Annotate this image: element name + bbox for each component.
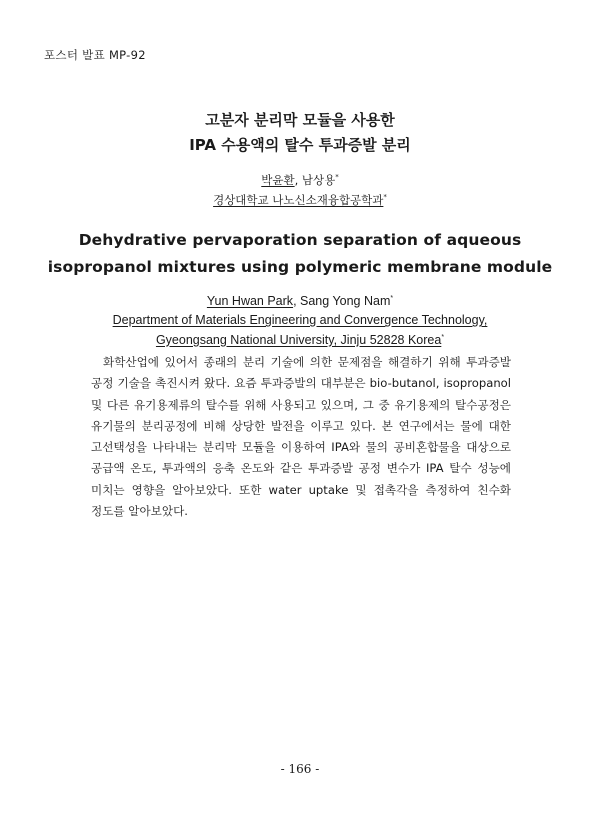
korean-presenter-name: 박윤환 <box>261 173 295 187</box>
english-affiliation-line-2: Gyeongsang National University, Jinju 52828 Korea <box>155 332 442 347</box>
english-author-separator: , <box>293 294 301 308</box>
korean-affiliation <box>0 190 600 210</box>
korean-title-line-1: 고분자 분리막 모듈을 사용한 <box>205 111 395 129</box>
english-corresponding-mark: * <box>390 294 394 302</box>
korean-authors <box>0 170 600 190</box>
english-affiliation-line-1: Department of Materials Engineering and Convergence Technology, <box>112 313 488 327</box>
korean-affiliation-mark: * <box>383 193 387 202</box>
korean-corresponding-name: 남상용 <box>301 173 336 187</box>
page-number: - 166 - <box>280 762 320 776</box>
english-presenter-name: Yun Hwan Park <box>206 294 294 308</box>
abstract-paragraph: 화학산업에 있어서 종래의 분리 기술에 의한 문제점을 해결하기 위해 투과증발 공정 기술을 촉진시켜 왔다. 요즘 투과증발의 대부분은 bio-butanol, isopropanol 및 다른 유기용제류의 탈수를 위해 사용되고 있으며, 그 중 유기용제의 탈수공정은 유기물의 분리공정에 비해 상당한 발전을 이루고 있다. 본 연구에서는 물에 대한 고선택성을 나타내는 분리막 모듈을 이용하여 IPA와 물의 공비혼합물을 대상으로 공급액 온도, 투과액의 응축 온도와 같은 투과증발 공정 변수가 IPA 탈수 성능에 미치는 영향을 알아보았다. 또한 water uptake 및 접촉각을 측정하여 친수화 정도를 알아보았다. <box>91 355 511 519</box>
korean-corresponding-mark: * <box>335 173 339 182</box>
english-affiliation <box>0 311 600 350</box>
english-title-line-1: Dehydrative pervaporation separation of aqueous <box>78 231 522 249</box>
english-authors <box>0 292 600 312</box>
korean-title <box>0 108 600 158</box>
session-label: 포스터 발표 MP-92 <box>44 48 146 62</box>
korean-author-separator: , <box>294 173 302 187</box>
english-corresponding-name: Sang Yong Nam <box>300 294 391 308</box>
english-affiliation-mark: * <box>441 333 445 341</box>
korean-affiliation-text: 경상대학교 나노신소재융합공학과 <box>213 193 384 207</box>
korean-title-line-2: IPA 수용액의 탈수 투과증발 분리 <box>189 136 411 154</box>
english-title <box>0 227 600 281</box>
english-title-line-2: isopropanol mixtures using polymeric membrane module <box>47 258 553 276</box>
